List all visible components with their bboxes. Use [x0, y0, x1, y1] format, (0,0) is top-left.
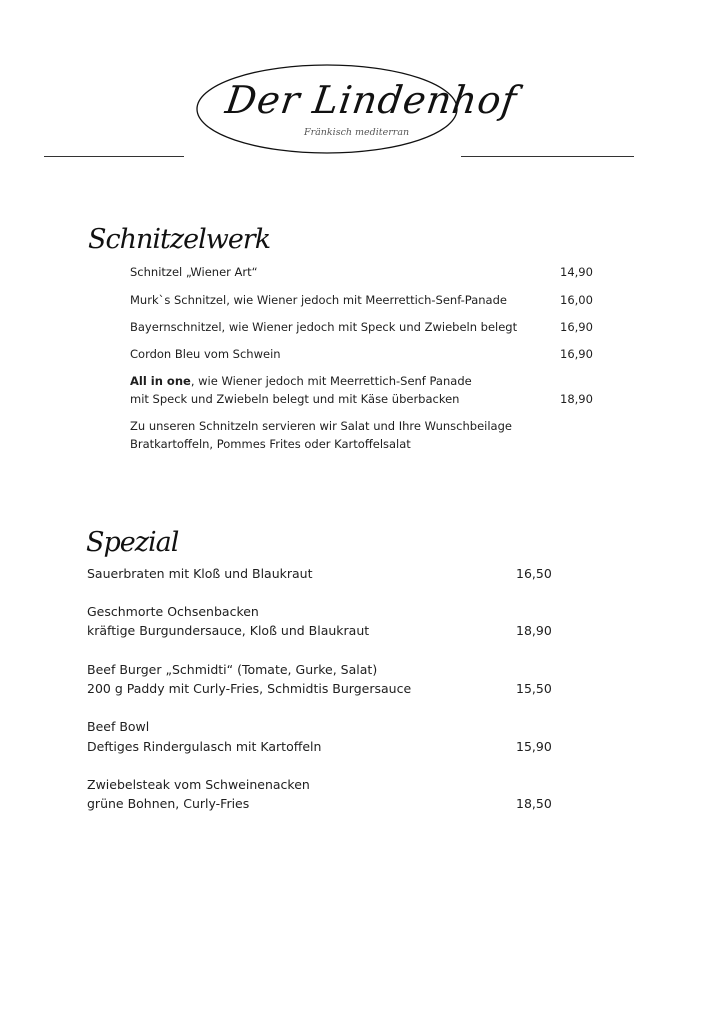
header-rule-left: [44, 156, 184, 157]
logo-title: Der Lindenhof: [222, 78, 520, 122]
menu-item: Schnitzel „Wiener Art“: [130, 265, 258, 279]
menu-item-price: 16,00: [560, 293, 593, 307]
menu-item-price: 18,90: [560, 392, 593, 406]
section-title-spezial: Spezial: [86, 527, 179, 558]
menu-item-description: grüne Bohnen, Curly-Fries: [87, 796, 250, 811]
restaurant-logo: [196, 64, 520, 154]
menu-item-price: 16,90: [560, 320, 593, 334]
menu-item-name-rest: , wie Wiener jedoch mit Meerrettich-Senf Panade: [190, 374, 472, 388]
header-rule-right: [461, 156, 634, 157]
menu-item-all-in-one: [130, 372, 472, 390]
menu-item-description: kräftige Burgundersauce, Kloß und Blaukraut: [87, 623, 370, 638]
menu-item-price: 16,50: [516, 566, 552, 581]
menu-item-description: mit Speck und Zwiebeln belegt und mit Käse überbacken: [130, 392, 460, 406]
menu-item: Sauerbraten mit Kloß und Blaukraut: [87, 566, 313, 581]
menu-item: Zwiebelsteak vom Schweinenacken: [87, 777, 310, 792]
side-dish-options: Bratkartoffeln, Pommes Frites oder Kartoffelsalat: [130, 437, 411, 451]
menu-item-price: 15,90: [516, 739, 552, 754]
menu-item: Geschmorte Ochsenbacken: [87, 604, 259, 619]
menu-item: Beef Burger „Schmidti“ (Tomate, Gurke, Salat): [87, 662, 378, 677]
logo-subtitle: Fränkisch mediterran: [304, 127, 410, 138]
menu-item-price: 18,90: [516, 623, 552, 638]
menu-item: Bayernschnitzel, wie Wiener jedoch mit Speck und Zwiebeln belegt: [130, 320, 518, 334]
menu-item-description: Deftiges Rindergulasch mit Kartoffeln: [87, 739, 322, 754]
menu-item-price: 15,50: [516, 681, 552, 696]
menu-item-price: 14,90: [560, 265, 593, 279]
menu-item: Cordon Bleu vom Schwein: [130, 347, 281, 361]
menu-item-description: 200 g Paddy mit Curly-Fries, Schmidtis Burgersauce: [87, 681, 412, 696]
menu-item-price: 16,90: [560, 347, 593, 361]
menu-item-price: 18,50: [516, 796, 552, 811]
side-dish-note: Zu unseren Schnitzeln servieren wir Salat und Ihre Wunschbeilage: [130, 419, 512, 433]
section-title-schnitzelwerk: Schnitzelwerk: [88, 224, 271, 255]
menu-item-name-bold: All in one: [130, 374, 191, 388]
menu-item: Murk`s Schnitzel, wie Wiener jedoch mit Meerrettich-Senf-Panade: [130, 293, 507, 307]
menu-item: Beef Bowl: [87, 719, 150, 734]
